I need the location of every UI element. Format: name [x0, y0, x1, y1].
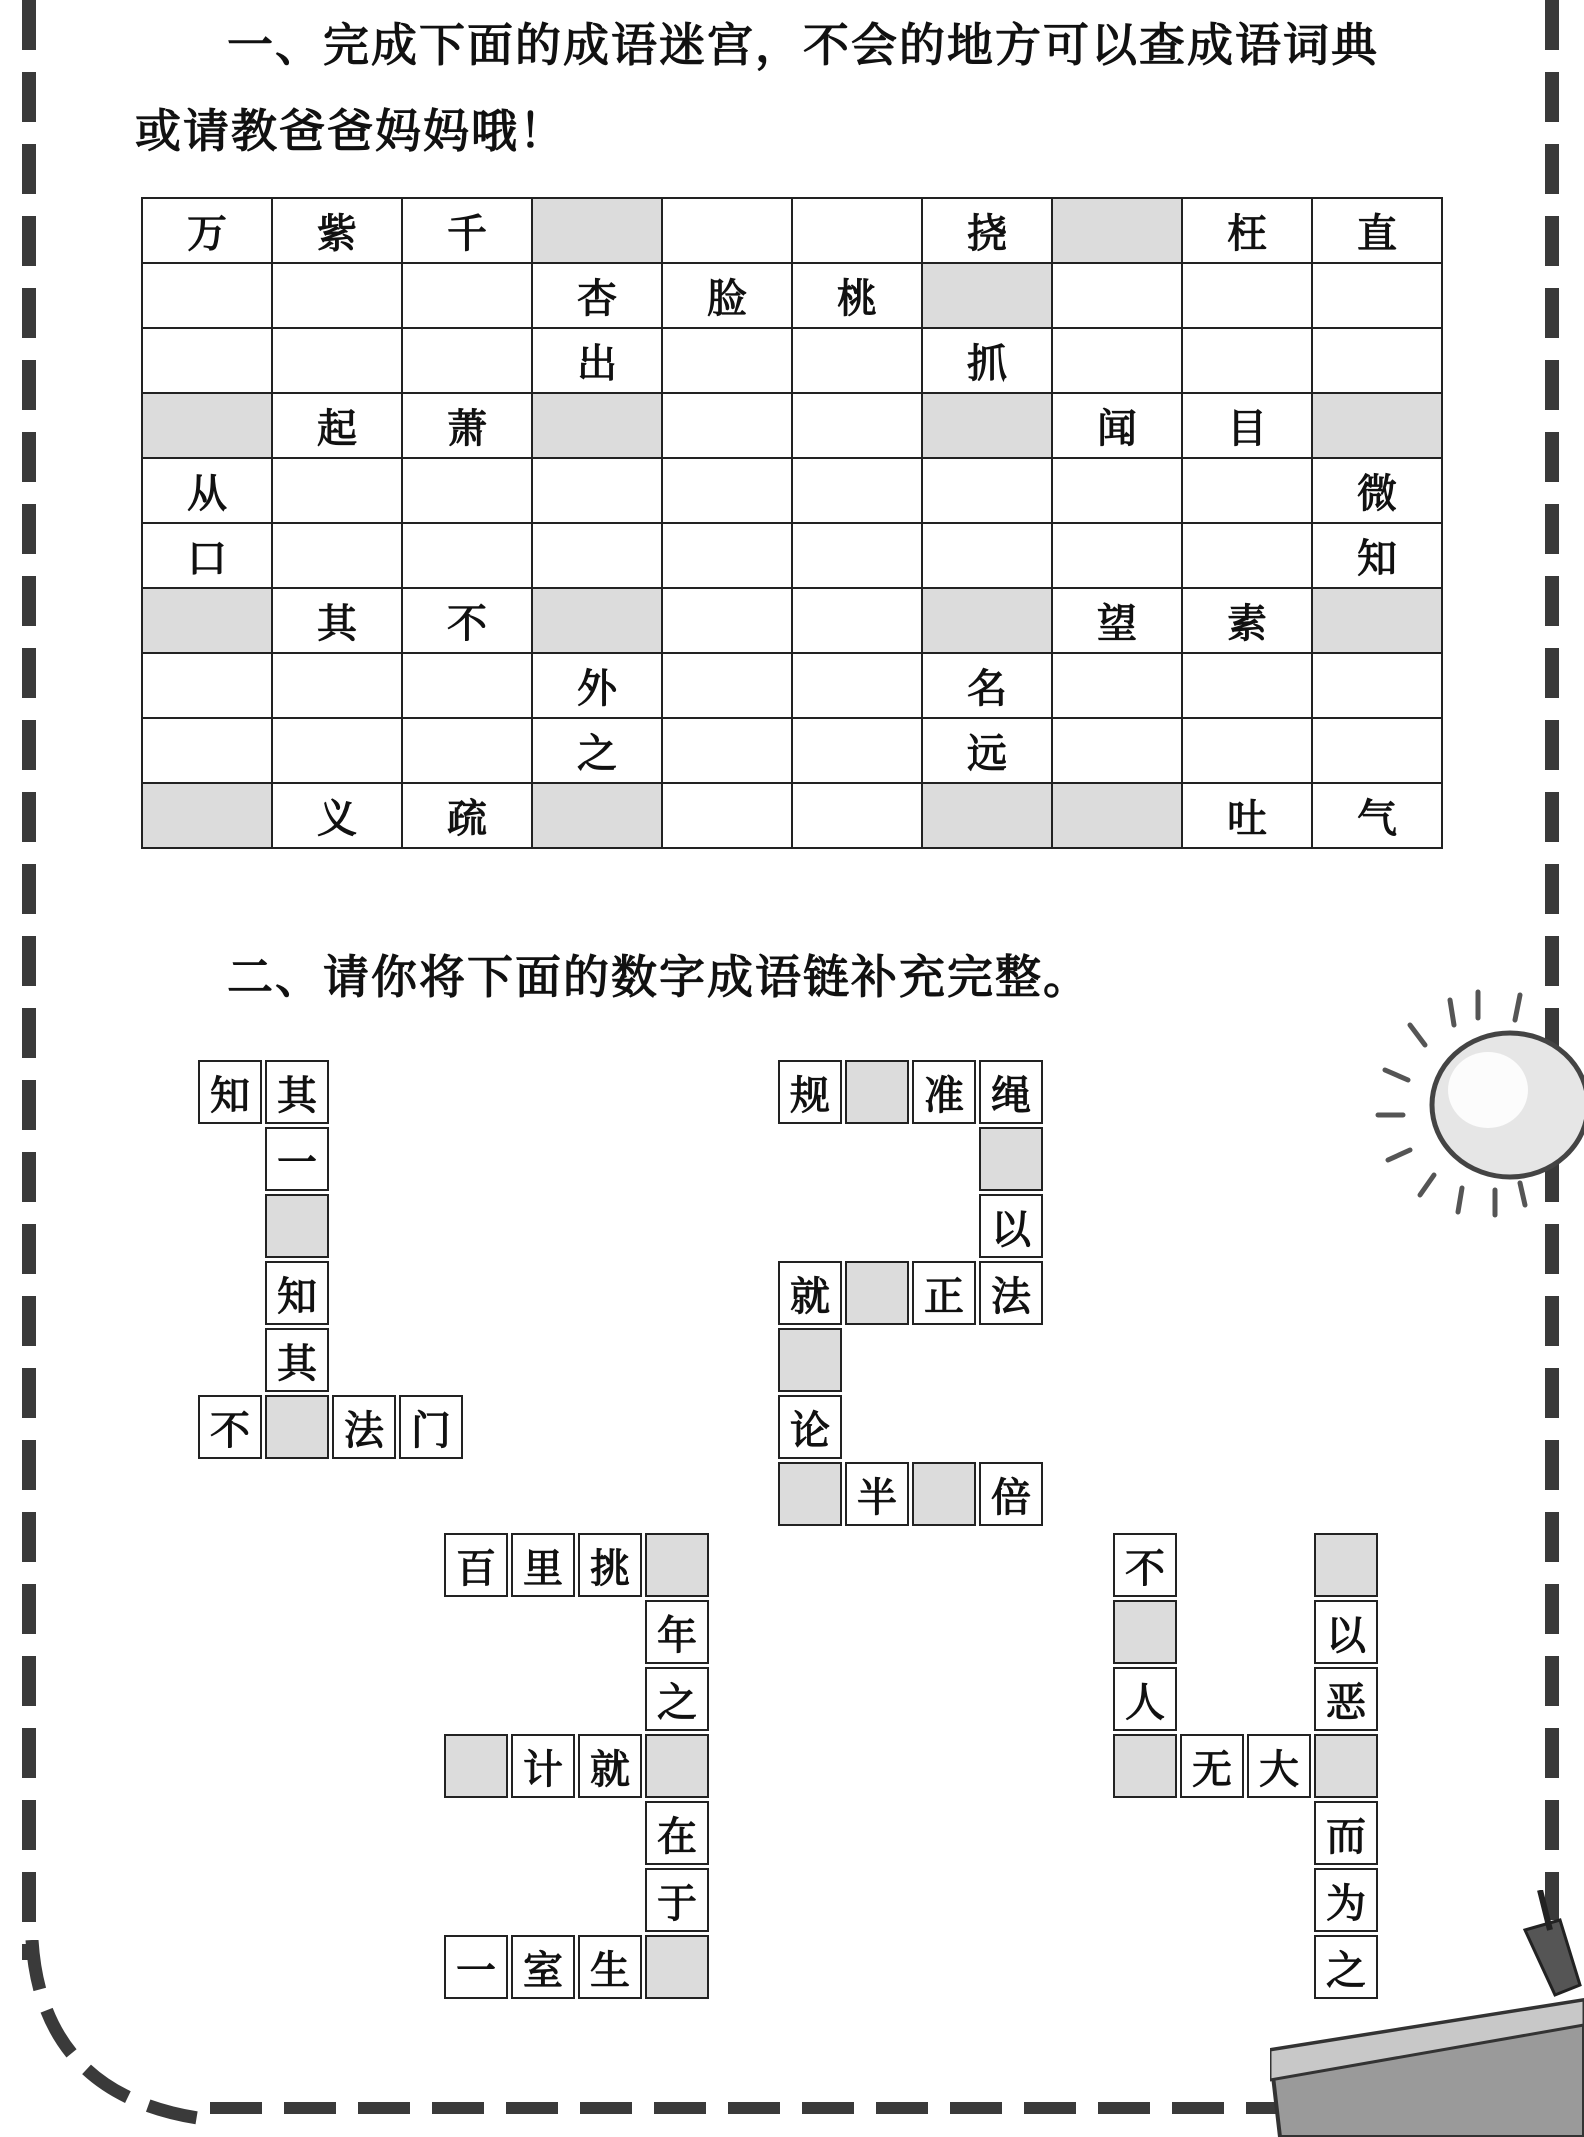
maze-row [142, 198, 1442, 263]
chain-blank-cell[interactable] [645, 1533, 709, 1597]
chain-cell: 于 [645, 1868, 709, 1932]
chain-cell: 无 [1180, 1734, 1244, 1798]
maze-cell-empty[interactable] [1312, 328, 1442, 393]
maze-cell: 知 [1312, 523, 1442, 588]
maze-cell-empty[interactable] [402, 328, 532, 393]
maze-cell-empty[interactable] [1312, 263, 1442, 328]
idiom-maze-grid [141, 197, 1443, 849]
maze-cell-empty[interactable] [1312, 718, 1442, 783]
chain-cell: 里 [511, 1533, 575, 1597]
maze-cell-empty[interactable] [142, 263, 272, 328]
chain-cell: 就 [778, 1261, 842, 1325]
maze-cell-empty[interactable] [1182, 523, 1312, 588]
chain-blank-cell[interactable] [265, 1395, 329, 1459]
maze-cell-empty[interactable] [1182, 718, 1312, 783]
maze-cell-blocked [922, 588, 1052, 653]
maze-cell-empty[interactable] [272, 328, 402, 393]
maze-cell-empty[interactable] [792, 458, 922, 523]
maze-cell-blocked [532, 783, 662, 848]
chain-cell: 半 [845, 1462, 909, 1526]
chain-cell: 而 [1314, 1801, 1378, 1865]
maze-row [142, 588, 1442, 653]
maze-cell: 口 [142, 523, 272, 588]
maze-cell-empty[interactable] [402, 263, 532, 328]
frame-dashed-bottom [210, 2102, 1350, 2114]
chain-cell: 室 [511, 1935, 575, 1999]
maze-cell: 不 [402, 588, 532, 653]
maze-cell-empty[interactable] [142, 653, 272, 718]
chain-blank-cell[interactable] [645, 1734, 709, 1798]
maze-row [142, 523, 1442, 588]
chain-cell: 就 [578, 1734, 642, 1798]
chain-cell: 为 [1314, 1868, 1378, 1932]
chain-cell: 之 [645, 1667, 709, 1731]
maze-cell-empty[interactable] [662, 523, 792, 588]
maze-cell-empty[interactable] [272, 523, 402, 588]
maze-cell-empty[interactable] [532, 523, 662, 588]
chain-cell: 知 [265, 1261, 329, 1325]
maze-cell-blocked [1312, 393, 1442, 458]
maze-cell: 外 [532, 653, 662, 718]
maze-cell: 直 [1312, 198, 1442, 263]
maze-cell: 起 [272, 393, 402, 458]
maze-cell-empty[interactable] [1052, 653, 1182, 718]
chain-cell: 准 [912, 1060, 976, 1124]
chain-cell: 倍 [979, 1462, 1043, 1526]
maze-cell-empty[interactable] [662, 393, 792, 458]
maze-cell: 远 [922, 718, 1052, 783]
maze-cell-blocked [1052, 783, 1182, 848]
chain-cell: 之 [1314, 1935, 1378, 1999]
maze-cell-blocked [1052, 198, 1182, 263]
chain-cell: 一 [444, 1935, 508, 1999]
chain-cell: 以 [1314, 1600, 1378, 1664]
chain-cell: 法 [979, 1261, 1043, 1325]
chain-cell: 法 [332, 1395, 396, 1459]
maze-cell: 脸 [662, 263, 792, 328]
maze-row [142, 393, 1442, 458]
maze-cell-empty[interactable] [1052, 523, 1182, 588]
chain-cell: 其 [265, 1328, 329, 1392]
maze-cell-empty[interactable] [792, 783, 922, 848]
maze-cell: 杏 [532, 263, 662, 328]
maze-cell-blocked [532, 393, 662, 458]
chain-blank-cell[interactable] [444, 1734, 508, 1798]
chain-cell: 挑 [578, 1533, 642, 1597]
chain-blank-cell[interactable] [778, 1328, 842, 1392]
maze-cell-blocked [922, 783, 1052, 848]
maze-cell-blocked [142, 588, 272, 653]
maze-cell-empty[interactable] [662, 653, 792, 718]
chain-blank-cell[interactable] [845, 1060, 909, 1124]
chain-blank-cell[interactable] [845, 1261, 909, 1325]
maze-cell: 枉 [1182, 198, 1312, 263]
chain-blank-cell[interactable] [645, 1935, 709, 1999]
maze-cell-blocked [532, 588, 662, 653]
section1-instruction-line1: 一、完成下面的成语迷宫，不会的地方可以查成语词典 [227, 18, 1379, 72]
chain-blank-cell[interactable] [1314, 1734, 1378, 1798]
maze-cell-empty[interactable] [922, 523, 1052, 588]
chain-cell: 不 [198, 1395, 262, 1459]
maze-cell-empty[interactable] [272, 653, 402, 718]
chain-cell: 绳 [979, 1060, 1043, 1124]
maze-cell-empty[interactable] [662, 718, 792, 783]
section2-title: 二、请你将下面的数字成语链补充完整。 [227, 950, 1091, 1004]
maze-cell-empty[interactable] [792, 653, 922, 718]
maze-cell-empty[interactable] [662, 198, 792, 263]
maze-cell: 从 [142, 458, 272, 523]
maze-cell: 吐 [1182, 783, 1312, 848]
maze-cell-empty[interactable] [1182, 263, 1312, 328]
light-bulb-icon [1370, 980, 1584, 1220]
maze-cell-empty[interactable] [1182, 458, 1312, 523]
maze-cell: 微 [1312, 458, 1442, 523]
maze-cell-empty[interactable] [402, 653, 532, 718]
maze-cell: 挠 [922, 198, 1052, 263]
maze-cell-empty[interactable] [792, 523, 922, 588]
chain-cell: 在 [645, 1801, 709, 1865]
frame-dashed-left [22, 0, 36, 1960]
maze-cell: 闻 [1052, 393, 1182, 458]
chain-cell: 以 [979, 1194, 1043, 1258]
chain-blank-cell[interactable] [1113, 1600, 1177, 1664]
maze-cell-empty[interactable] [922, 458, 1052, 523]
maze-cell-empty[interactable] [1182, 653, 1312, 718]
chain-blank-cell[interactable] [1314, 1533, 1378, 1597]
maze-cell: 萧 [402, 393, 532, 458]
maze-cell-empty[interactable] [1052, 263, 1182, 328]
maze-cell-empty[interactable] [662, 783, 792, 848]
maze-cell-empty[interactable] [1182, 328, 1312, 393]
maze-cell-empty[interactable] [142, 328, 272, 393]
maze-cell: 万 [142, 198, 272, 263]
maze-cell: 名 [922, 653, 1052, 718]
maze-cell-empty[interactable] [1052, 458, 1182, 523]
chain-blank-cell[interactable] [979, 1127, 1043, 1191]
maze-cell: 出 [532, 328, 662, 393]
maze-cell-empty[interactable] [792, 198, 922, 263]
maze-row [142, 783, 1442, 848]
maze-row [142, 328, 1442, 393]
chain-cell: 门 [399, 1395, 463, 1459]
maze-cell-empty[interactable] [532, 458, 662, 523]
maze-cell: 望 [1052, 588, 1182, 653]
maze-row [142, 653, 1442, 718]
maze-cell: 紫 [272, 198, 402, 263]
maze-cell-empty[interactable] [272, 718, 402, 783]
maze-cell-empty[interactable] [1052, 328, 1182, 393]
maze-cell-empty[interactable] [1312, 653, 1442, 718]
maze-cell-empty[interactable] [402, 458, 532, 523]
maze-cell: 目 [1182, 393, 1312, 458]
chain-blank-cell[interactable] [778, 1462, 842, 1526]
chain-cell: 一 [265, 1127, 329, 1191]
maze-cell: 抓 [922, 328, 1052, 393]
maze-cell: 其 [272, 588, 402, 653]
maze-cell: 义 [272, 783, 402, 848]
chain-cell: 不 [1113, 1533, 1177, 1597]
maze-cell-empty[interactable] [402, 523, 532, 588]
maze-cell-blocked [922, 263, 1052, 328]
maze-cell-blocked [532, 198, 662, 263]
maze-cell-empty[interactable] [142, 718, 272, 783]
maze-cell: 之 [532, 718, 662, 783]
maze-row [142, 718, 1442, 783]
chain-cell: 正 [912, 1261, 976, 1325]
chain-cell: 论 [778, 1395, 842, 1459]
maze-cell: 气 [1312, 783, 1442, 848]
maze-cell-empty[interactable] [792, 393, 922, 458]
chain-cell: 生 [578, 1935, 642, 1999]
maze-cell-empty[interactable] [402, 718, 532, 783]
maze-cell-empty[interactable] [662, 588, 792, 653]
maze-cell-empty[interactable] [662, 458, 792, 523]
maze-row [142, 458, 1442, 523]
chain-blank-cell[interactable] [265, 1194, 329, 1258]
maze-cell: 桃 [792, 263, 922, 328]
chain-cell: 年 [645, 1600, 709, 1664]
maze-cell-empty[interactable] [272, 263, 402, 328]
maze-cell: 千 [402, 198, 532, 263]
maze-cell-blocked [142, 393, 272, 458]
chain-cell: 百 [444, 1533, 508, 1597]
chain-cell: 恶 [1314, 1667, 1378, 1731]
maze-cell-empty[interactable] [272, 458, 402, 523]
chain-cell: 规 [778, 1060, 842, 1124]
frame-dashed-right [1545, 0, 1559, 1920]
frame-corner-curve [22, 1940, 242, 2130]
chain-cell: 知 [198, 1060, 262, 1124]
chain-blank-cell[interactable] [912, 1462, 976, 1526]
chain-cell: 其 [265, 1060, 329, 1124]
maze-cell-blocked [1312, 588, 1442, 653]
maze-cell-empty[interactable] [792, 718, 922, 783]
chain-cell: 计 [511, 1734, 575, 1798]
maze-cell: 素 [1182, 588, 1312, 653]
maze-cell-empty[interactable] [792, 588, 922, 653]
maze-cell-blocked [142, 783, 272, 848]
chain-blank-cell[interactable] [1113, 1734, 1177, 1798]
maze-cell-blocked [922, 393, 1052, 458]
maze-cell-empty[interactable] [1052, 718, 1182, 783]
maze-cell-empty[interactable] [662, 328, 792, 393]
maze-cell: 疏 [402, 783, 532, 848]
maze-row [142, 263, 1442, 328]
maze-cell-empty[interactable] [792, 328, 922, 393]
chain-cell: 人 [1113, 1667, 1177, 1731]
section1-instruction-line2: 或请教爸爸妈妈哦！ [135, 104, 567, 158]
chain-cell: 大 [1247, 1734, 1311, 1798]
